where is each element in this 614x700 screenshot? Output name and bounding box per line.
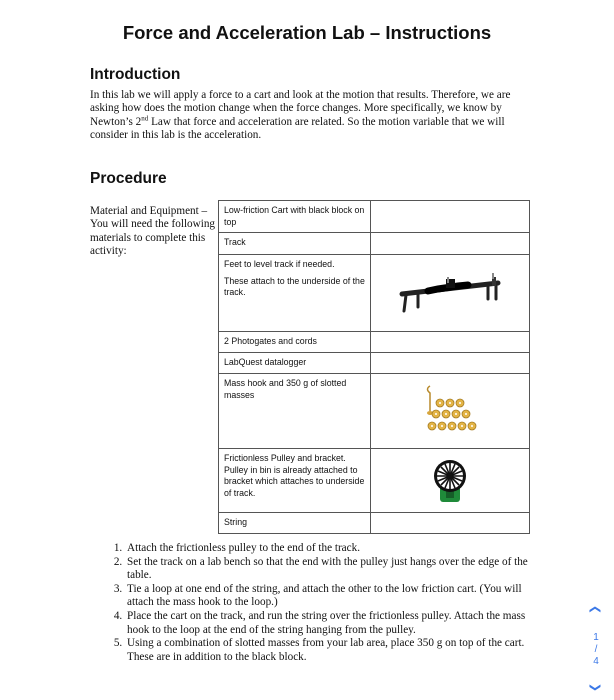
introduction-heading: Introduction	[90, 66, 181, 83]
track-feet-icon	[398, 271, 502, 315]
material-pulley: Frictionless Pulley and bracket. Pulley in bin is already attached to bracket which attaches to underside of track.	[219, 449, 371, 513]
pulley-image	[370, 449, 529, 513]
table-row	[219, 233, 530, 255]
introduction-paragraph: In this lab we will apply a force to a cart and look at the motion that results. Therefore, we are asking how does the motion change when the force changes. More specifically, we know by Newton’s 2nd Law that force and acceleration are related. So the motion variable that we will consider in this lab is the acceleration.	[90, 89, 511, 142]
table-cell	[370, 201, 529, 233]
list-item: 2. Set the track on a lab bench so that the end with the pulley just hangs over the edge of the table.	[125, 556, 535, 583]
procedure-heading: Procedure	[90, 170, 167, 187]
list-item: 4. Place the cart on the track, and run the string over the frictionless pulley. Attach the mass hook to the loop at the end of the string hanging from the pulley.	[125, 610, 535, 637]
material-feet-label: Feet to level track if needed.	[224, 259, 335, 269]
material-photogates: 2 Photogates and cords	[219, 332, 371, 353]
page-title: Force and Acceleration Lab – Instructions	[122, 22, 492, 43]
list-item: 5. Using a combination of slotted masses from your lab area, place 350 g on top of the cart. These are in addition to the black block.	[125, 637, 535, 664]
materials-intro-text: Material and Equipment – You will need the following materials to complete this activity:	[90, 205, 216, 258]
table-row	[219, 353, 530, 374]
page-indicator	[588, 632, 604, 668]
material-labquest: LabQuest datalogger	[219, 353, 371, 374]
table-row	[219, 255, 530, 332]
track-feet-image	[370, 255, 529, 332]
page-down-button[interactable]	[588, 681, 604, 694]
material-masses: Mass hook and 350 g of slotted masses	[219, 374, 371, 449]
list-item: 3. Tie a loop at one end of the string, and attach the other to the low friction cart. (You will attach the mass hook to the loop.)	[125, 583, 535, 610]
material-feet-note: These attach to the underside of the track.	[224, 275, 365, 297]
table-cell	[370, 332, 529, 353]
current-page: 1	[593, 632, 599, 643]
material-track: Track	[219, 233, 371, 255]
table-row	[219, 374, 530, 449]
total-pages: 4	[593, 656, 599, 667]
table-cell	[370, 353, 529, 374]
materials-table	[218, 200, 530, 534]
slotted-masses-icon	[420, 381, 480, 441]
procedure-steps	[107, 542, 535, 664]
list-item: 1. Attach the frictionless pulley to the end of the track.	[125, 542, 535, 556]
table-row	[219, 449, 530, 513]
material-string: String	[219, 513, 371, 534]
table-row	[219, 332, 530, 353]
material-cart: Low-friction Cart with black block on top	[219, 201, 371, 233]
chevron-down-icon: ❯	[589, 682, 602, 693]
table-cell	[370, 233, 529, 255]
material-feet	[219, 255, 371, 332]
page-separator: /	[594, 644, 598, 655]
table-row	[219, 513, 530, 534]
slotted-masses-image	[370, 374, 529, 449]
table-cell	[370, 513, 529, 534]
pulley-icon	[428, 456, 472, 506]
page-up-button[interactable]	[588, 603, 604, 616]
table-row	[219, 201, 530, 233]
chevron-up-icon: ❮	[589, 604, 602, 615]
